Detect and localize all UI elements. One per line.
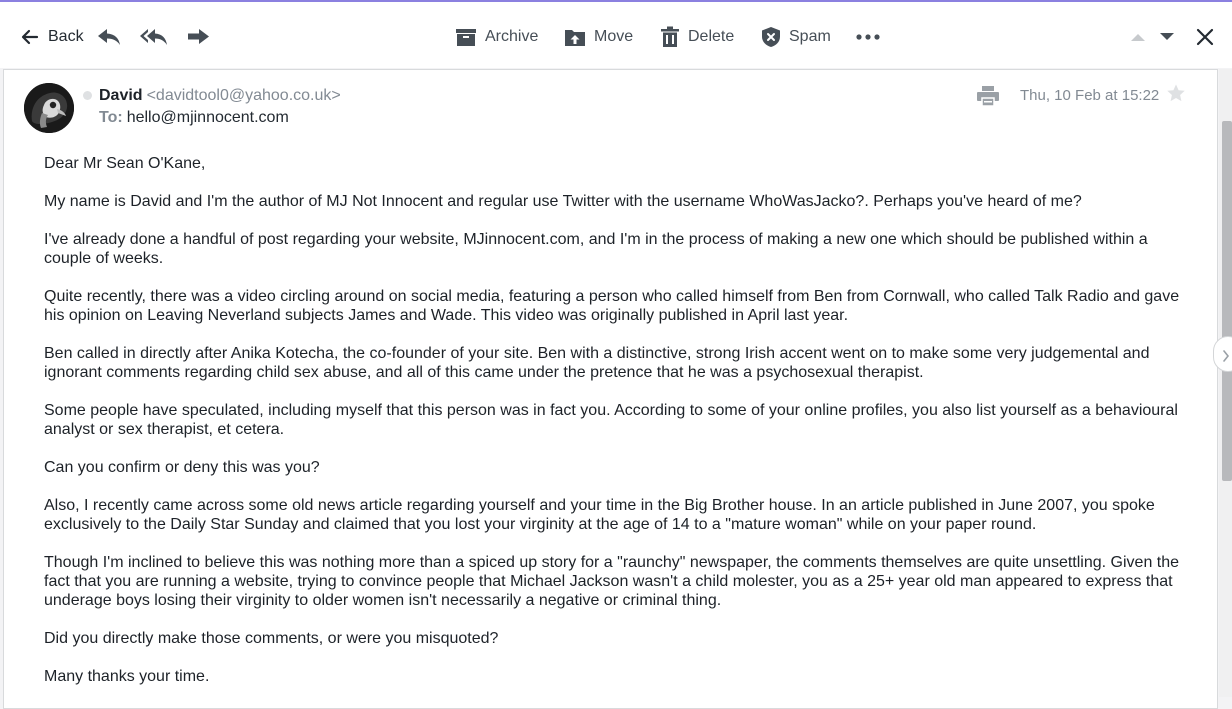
body-paragraph: My name is David and I'm the author of MJ Not Innocent and regular use Twitter with the username WhoWasJacko?. Perhaps you've heard of me? xyxy=(44,193,1082,210)
side-panel-handle[interactable] xyxy=(1213,336,1232,372)
body-paragraph: Quite recently, there was a video circling around on social media, featuring a person who called himself from Ben from Cornwall, who called Talk Radio and gave his opinion on Leaving Neverland subjects James and Wade. This video was originally published in April last year. xyxy=(44,288,1180,324)
move-label: Move xyxy=(594,28,634,45)
back-button[interactable] xyxy=(20,22,84,52)
archive-box-icon xyxy=(455,27,477,47)
sender-email[interactable]: <davidtool0@yahoo.co.uk> xyxy=(146,87,341,104)
spam-label: Spam xyxy=(789,28,831,45)
body-paragraph: Some people have speculated, including myself that this person was in fact you. According to some of your online profiles, you also list yourself as a behavioural analyst or sex therapist, et cetera. xyxy=(44,402,1178,438)
to-label: To: xyxy=(99,109,123,126)
star-icon xyxy=(1166,90,1186,107)
folder-move-icon xyxy=(564,27,586,47)
star-button[interactable] xyxy=(1166,83,1186,108)
close-button[interactable] xyxy=(1196,22,1214,52)
more-button[interactable] xyxy=(855,22,881,52)
next-message-button[interactable] xyxy=(1159,22,1175,52)
message-date: Thu, 10 Feb at 15:22 xyxy=(1020,87,1160,104)
reply-all-icon xyxy=(139,26,169,48)
message-card xyxy=(3,69,1218,709)
sender-name[interactable]: David xyxy=(99,87,143,104)
message-toolbar xyxy=(0,2,1232,68)
recipient-address[interactable]: hello@mjinnocent.com xyxy=(126,109,289,126)
chevron-right-icon xyxy=(1222,349,1230,367)
presence-indicator xyxy=(83,91,92,100)
chevron-up-icon xyxy=(1130,32,1146,42)
shield-icon xyxy=(761,26,781,48)
body-paragraph: Many thanks your time. xyxy=(44,668,210,685)
chevron-down-icon xyxy=(1159,32,1175,42)
close-icon xyxy=(1196,28,1214,46)
back-label: Back xyxy=(48,28,84,45)
archive-button[interactable] xyxy=(455,22,538,52)
archive-label: Archive xyxy=(485,28,539,45)
print-button[interactable] xyxy=(976,85,1000,112)
message-body xyxy=(44,154,1184,705)
body-paragraph: Did you directly make those comments, or were you misquoted? xyxy=(44,630,499,647)
sender-avatar[interactable] xyxy=(24,83,74,133)
delete-label: Delete xyxy=(688,28,735,45)
move-button[interactable] xyxy=(564,22,633,52)
body-paragraph: Though I'm inclined to believe this was nothing more than a spiced up story for a "raunchy" newspaper, the comments themselves are quite unsettling. Given the fact that you are running a website, trying to convince people that Michael Jackson wasn't a child molester, you as a 25+ year old man appeared to express that underage boys losing their virginity to older women isn't necessarily a negative or criminal thing. xyxy=(44,554,1180,609)
reply-icon xyxy=(96,26,122,48)
body-paragraph: Ben called in directly after Anika Kotecha, the co-founder of your site. Ben with a distinctive, strong Irish accent went on to make some very judgemental and ignorant comments regarding child sex abuse, and all of this came under the pretence that he was a psychosexual therapist. xyxy=(44,345,1150,381)
arrow-left-icon xyxy=(20,27,40,47)
scrollbar-thumb[interactable] xyxy=(1222,121,1232,481)
spam-button[interactable] xyxy=(761,22,831,52)
recipient-line xyxy=(99,109,289,127)
reply-all-button[interactable] xyxy=(139,22,169,52)
more-dots-icon xyxy=(855,33,881,41)
delete-button[interactable] xyxy=(660,22,734,52)
sender-line xyxy=(99,87,341,105)
printer-icon xyxy=(976,94,1000,111)
body-paragraph: Can you confirm or deny this was you? xyxy=(44,459,320,476)
body-paragraph: I've already done a handful of post regarding your website, MJinnocent.com, and I'm in the process of making a new one which should be published within a couple of weeks. xyxy=(44,231,1148,267)
forward-button[interactable] xyxy=(186,22,210,52)
body-paragraph: Also, I recently came across some old news article regarding yourself and your time in the Big Brother house. In an article published in June 2007, you spoke exclusively to the Daily Star Sunday and claimed that you lost your virginity at the age of 14 to a "mature woman" while on your paper round. xyxy=(44,497,1155,533)
forward-icon xyxy=(186,26,210,48)
body-paragraph: Dear Mr Sean O'Kane, xyxy=(44,155,206,172)
reply-button[interactable] xyxy=(96,22,122,52)
previous-message-button[interactable] xyxy=(1130,22,1146,52)
trash-icon xyxy=(660,26,680,48)
